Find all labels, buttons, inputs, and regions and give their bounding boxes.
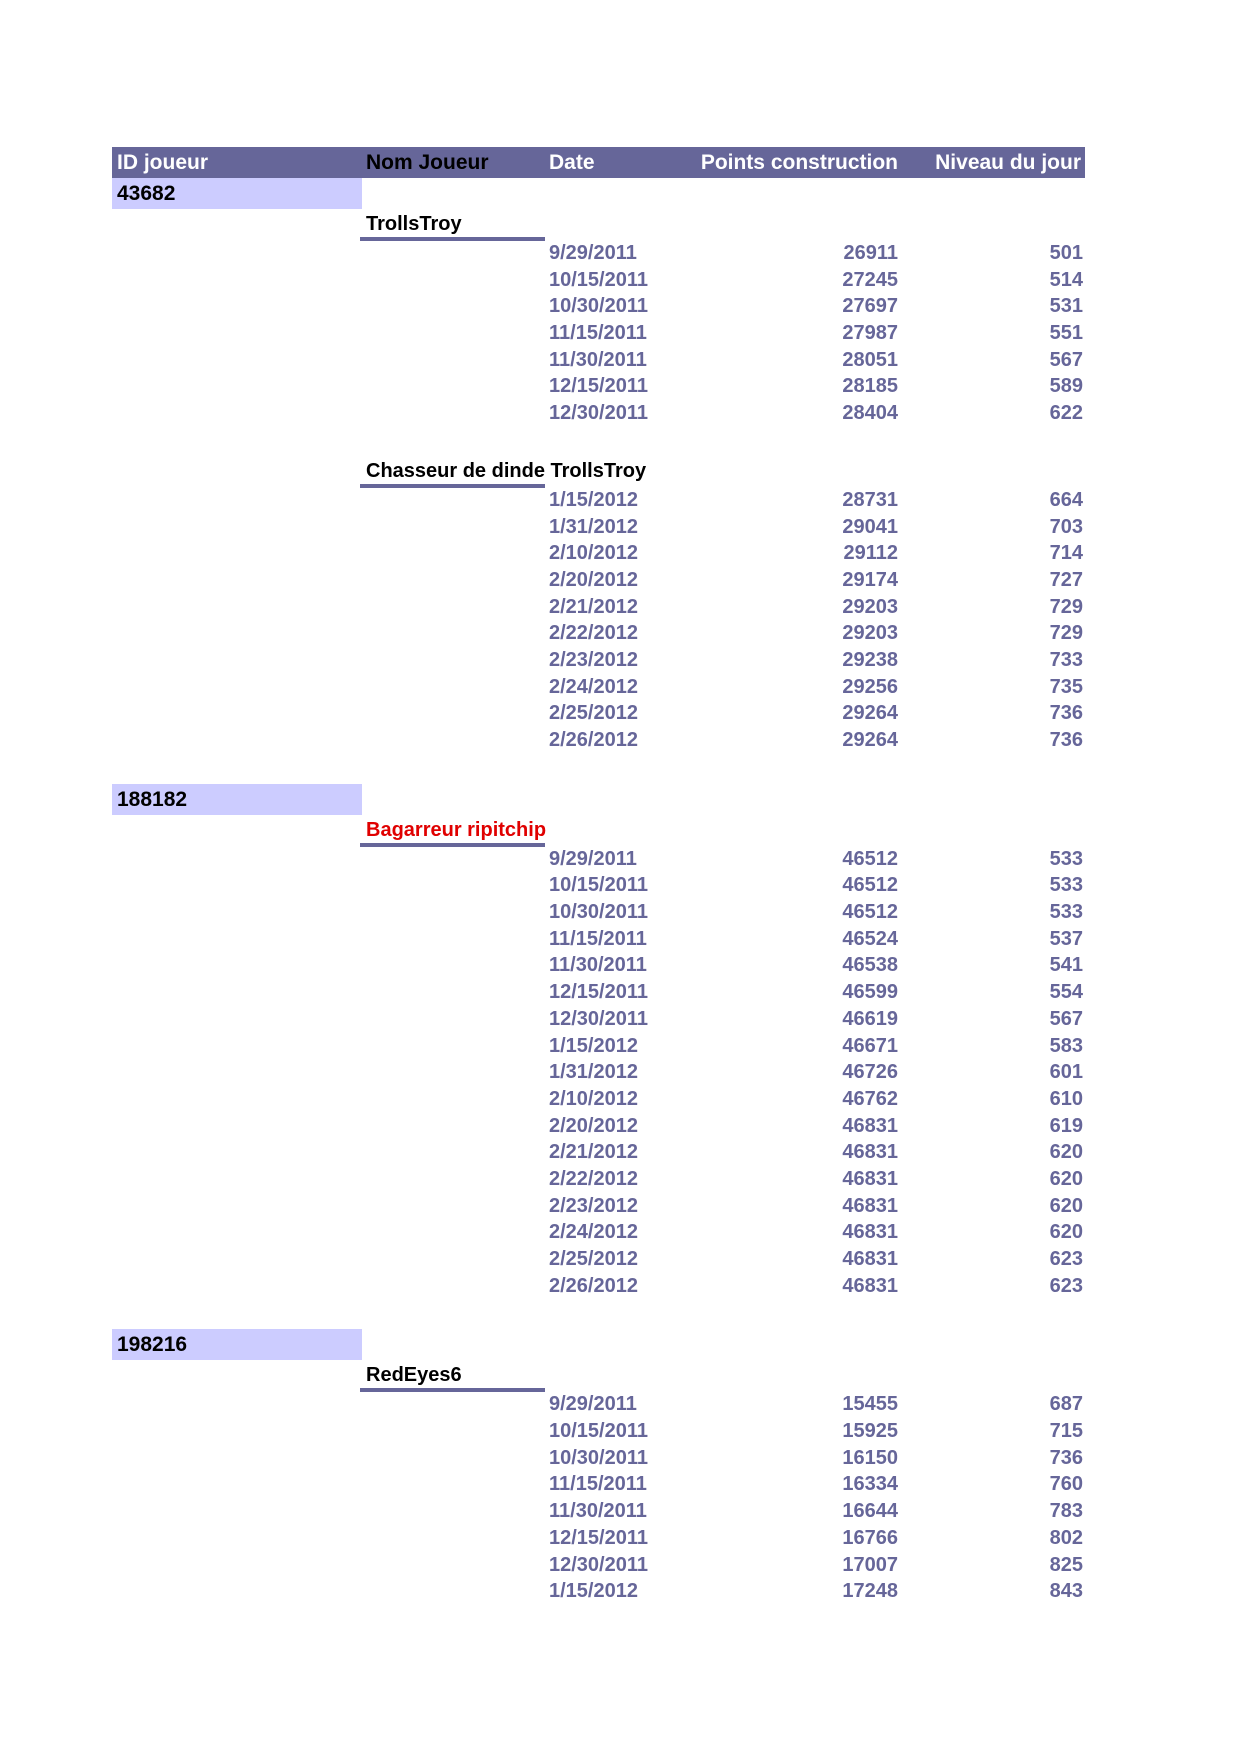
date-cell: 11/30/2011 — [549, 348, 647, 371]
player-spacer — [0, 428, 1241, 456]
date-cell: 2/26/2012 — [549, 1274, 638, 1297]
data-row — [0, 321, 1241, 348]
data-row — [0, 847, 1241, 874]
points-construction-cell: 29256 — [842, 675, 898, 698]
points-construction-cell: 46831 — [842, 1274, 898, 1297]
data-row — [0, 1472, 1241, 1499]
data-row — [0, 927, 1241, 954]
date-cell: 9/29/2011 — [549, 1393, 637, 1416]
points-construction-cell: 27987 — [842, 322, 898, 345]
date-cell: 11/15/2011 — [549, 322, 647, 345]
niveau-du-jour-cell: 620 — [1049, 1167, 1083, 1190]
niveau-du-jour-cell: 620 — [1049, 1141, 1083, 1164]
data-row — [0, 1274, 1241, 1301]
data-row — [0, 953, 1241, 980]
player-name: TrollsTroy — [366, 213, 462, 235]
points-construction-cell: 29238 — [842, 648, 898, 671]
data-row — [0, 1579, 1241, 1606]
niveau-du-jour-cell: 736 — [1049, 702, 1083, 725]
data-row — [0, 541, 1241, 568]
niveau-du-jour-cell: 589 — [1049, 375, 1083, 398]
niveau-du-jour-cell: 736 — [1049, 1446, 1083, 1469]
data-row — [0, 621, 1241, 648]
player-name-row — [0, 456, 1241, 488]
date-cell: 9/29/2011 — [549, 847, 637, 870]
header-niveau-du-jour: Niveau du jour — [935, 151, 1081, 174]
points-construction-cell: 15455 — [842, 1393, 898, 1416]
niveau-du-jour-cell: 760 — [1049, 1473, 1083, 1496]
points-construction-cell: 16766 — [842, 1526, 898, 1549]
points-construction-cell: 46671 — [842, 1034, 898, 1057]
niveau-du-jour-cell: 619 — [1049, 1114, 1083, 1137]
data-row — [0, 515, 1241, 542]
date-cell: 10/15/2011 — [549, 874, 648, 897]
date-cell: 2/22/2012 — [549, 1167, 638, 1190]
points-construction-cell: 46726 — [842, 1061, 898, 1084]
points-construction-cell: 46512 — [842, 901, 898, 924]
data-row — [0, 268, 1241, 295]
player-name-group — [0, 1360, 1241, 1606]
niveau-du-jour-cell: 554 — [1049, 981, 1083, 1004]
date-cell: 2/20/2012 — [549, 1114, 638, 1137]
data-row — [0, 1247, 1241, 1274]
date-cell: 1/31/2012 — [549, 1061, 638, 1084]
date-cell: 11/30/2011 — [549, 1500, 647, 1523]
date-cell: 1/31/2012 — [549, 515, 638, 538]
date-cell: 12/15/2011 — [549, 981, 648, 1004]
player-name: Bagarreur ripitchip — [366, 818, 547, 841]
points-construction-cell: 46831 — [842, 1141, 898, 1164]
date-cell: 2/21/2012 — [549, 1141, 638, 1164]
niveau-du-jour-cell: 610 — [1049, 1087, 1083, 1110]
niveau-du-jour-cell: 783 — [1049, 1500, 1083, 1523]
niveau-du-jour-cell: 514 — [1049, 268, 1083, 291]
date-cell: 11/15/2011 — [549, 927, 647, 950]
niveau-du-jour-cell: 501 — [1049, 242, 1083, 264]
data-row — [0, 701, 1241, 728]
data-row — [0, 1220, 1241, 1247]
date-cell: 2/21/2012 — [549, 595, 638, 618]
data-row — [0, 1392, 1241, 1419]
niveau-du-jour-cell: 714 — [1049, 542, 1083, 565]
niveau-du-jour-cell: 729 — [1049, 595, 1083, 618]
date-cell: 2/25/2012 — [549, 1248, 638, 1270]
data-row — [0, 595, 1241, 622]
player-name-group — [0, 456, 1241, 755]
date-cell: 10/30/2011 — [549, 1446, 648, 1469]
niveau-du-jour-cell: 733 — [1049, 648, 1083, 671]
data-row — [0, 488, 1241, 515]
date-cell: 12/30/2011 — [549, 1553, 648, 1576]
points-construction-cell: 15925 — [842, 1420, 898, 1443]
points-construction-cell: 17248 — [842, 1580, 898, 1603]
points-construction-cell: 46599 — [842, 981, 898, 1004]
data-row — [0, 401, 1241, 428]
date-cell: 2/10/2012 — [549, 542, 638, 565]
data-row — [0, 1526, 1241, 1553]
points-construction-cell: 27245 — [842, 268, 898, 291]
niveau-du-jour-cell: 715 — [1049, 1420, 1083, 1443]
date-cell: 2/22/2012 — [549, 622, 638, 645]
points-construction-cell: 26911 — [843, 242, 898, 264]
points-construction-cell: 29041 — [842, 515, 898, 538]
niveau-du-jour-cell: 735 — [1049, 675, 1083, 698]
player-id-cell: 43682 — [112, 178, 362, 209]
niveau-du-jour-cell: 531 — [1049, 295, 1083, 318]
player-name-row — [0, 1360, 1241, 1392]
date-cell: 2/26/2012 — [549, 729, 638, 751]
player-id-group — [0, 178, 1241, 755]
player-id-row — [0, 784, 1241, 815]
player-id-group — [0, 1329, 1241, 1606]
niveau-du-jour-cell: 533 — [1049, 901, 1083, 924]
date-cell: 12/30/2011 — [549, 1007, 648, 1030]
player-id-row — [0, 178, 1241, 209]
data-row — [0, 1419, 1241, 1446]
points-construction-cell: 46831 — [842, 1114, 898, 1137]
niveau-du-jour-cell: 727 — [1049, 568, 1083, 591]
niveau-du-jour-cell: 843 — [1049, 1580, 1083, 1603]
points-construction-cell: 46831 — [842, 1248, 898, 1270]
date-cell: 2/24/2012 — [549, 675, 638, 698]
date-cell: 1/15/2012 — [549, 1580, 638, 1603]
data-row — [0, 980, 1241, 1007]
niveau-du-jour-cell: 537 — [1049, 927, 1083, 950]
niveau-du-jour-cell: 736 — [1049, 729, 1083, 751]
player-name-group — [0, 815, 1241, 1301]
niveau-du-jour-cell: 541 — [1049, 954, 1083, 977]
niveau-du-jour-cell: 551 — [1049, 322, 1083, 345]
points-construction-cell: 46831 — [842, 1167, 898, 1190]
date-cell: 2/23/2012 — [549, 1194, 638, 1217]
header-id-joueur: ID joueur — [117, 151, 209, 174]
date-cell: 12/15/2011 — [549, 1526, 648, 1549]
niveau-du-jour-cell: 601 — [1049, 1061, 1083, 1084]
header-points-construction: Points construction — [700, 151, 898, 174]
group-spacer — [0, 1300, 1241, 1329]
date-cell: 10/30/2011 — [549, 295, 648, 318]
data-row — [0, 648, 1241, 675]
points-construction-cell: 46524 — [842, 927, 898, 950]
data-row — [0, 1553, 1241, 1580]
data-row — [0, 241, 1241, 268]
player-name-row — [0, 815, 1241, 847]
player-name: Chasseur de dinde TrollsTroy — [366, 459, 647, 482]
points-construction-cell: 17007 — [842, 1553, 898, 1576]
niveau-du-jour-cell: 583 — [1049, 1034, 1083, 1057]
data-row — [0, 1499, 1241, 1526]
date-cell: 10/15/2011 — [549, 1420, 648, 1443]
niveau-du-jour-cell: 567 — [1049, 1007, 1083, 1030]
points-construction-cell: 27697 — [842, 295, 898, 318]
points-construction-cell: 16644 — [842, 1500, 898, 1523]
date-cell: 10/15/2011 — [549, 268, 648, 291]
date-cell: 2/24/2012 — [549, 1221, 638, 1244]
data-row — [0, 1167, 1241, 1194]
date-cell: 12/30/2011 — [549, 402, 648, 425]
niveau-du-jour-cell: 567 — [1049, 348, 1083, 371]
niveau-du-jour-cell: 703 — [1049, 515, 1083, 538]
points-construction-cell: 29112 — [843, 542, 898, 565]
data-row — [0, 1114, 1241, 1141]
report-body — [0, 178, 1241, 1606]
data-row — [0, 1140, 1241, 1167]
points-construction-cell: 29264 — [842, 729, 898, 751]
player-name-row — [0, 209, 1241, 241]
niveau-du-jour-cell: 825 — [1049, 1553, 1083, 1576]
player-name-group — [0, 209, 1241, 428]
data-row — [0, 568, 1241, 595]
data-row — [0, 348, 1241, 375]
data-row — [0, 1194, 1241, 1221]
points-construction-cell: 29174 — [842, 568, 898, 591]
data-row — [0, 1007, 1241, 1034]
niveau-du-jour-cell: 664 — [1049, 488, 1083, 511]
group-spacer — [0, 755, 1241, 784]
date-cell: 2/10/2012 — [549, 1087, 638, 1110]
date-cell: 1/15/2012 — [549, 1034, 638, 1057]
data-row — [0, 675, 1241, 702]
niveau-du-jour-cell: 533 — [1049, 847, 1083, 870]
points-construction-cell: 46762 — [842, 1087, 898, 1110]
date-cell: 11/30/2011 — [549, 954, 647, 977]
points-construction-cell: 16334 — [842, 1473, 898, 1496]
points-construction-cell: 16150 — [842, 1446, 898, 1469]
data-row — [0, 900, 1241, 927]
points-construction-cell: 29264 — [842, 702, 898, 725]
date-cell: 11/15/2011 — [549, 1473, 647, 1496]
data-row — [0, 1060, 1241, 1087]
date-cell: 9/29/2011 — [549, 242, 637, 264]
date-cell: 2/23/2012 — [549, 648, 638, 671]
date-cell: 2/20/2012 — [549, 568, 638, 591]
data-row — [0, 873, 1241, 900]
column-header-bar — [112, 147, 1085, 178]
niveau-du-jour-cell: 623 — [1049, 1274, 1083, 1297]
points-construction-cell: 46512 — [842, 874, 898, 897]
player-name: RedEyes6 — [366, 1364, 462, 1387]
date-cell: 2/25/2012 — [549, 702, 638, 725]
points-construction-cell: 29203 — [842, 622, 898, 645]
points-construction-cell: 46831 — [842, 1221, 898, 1244]
points-construction-cell: 46512 — [842, 847, 898, 870]
niveau-du-jour-cell: 802 — [1049, 1526, 1083, 1549]
data-row — [0, 1446, 1241, 1473]
header-nom-joueur: Nom Joueur — [366, 151, 489, 174]
player-id-cell: 188182 — [112, 784, 362, 815]
points-construction-cell: 28731 — [842, 488, 898, 511]
points-construction-cell: 46619 — [842, 1007, 898, 1030]
data-row — [0, 294, 1241, 321]
niveau-du-jour-cell: 623 — [1049, 1248, 1083, 1270]
niveau-du-jour-cell: 620 — [1049, 1221, 1083, 1244]
date-cell: 12/15/2011 — [549, 375, 648, 398]
data-row — [0, 1034, 1241, 1061]
data-row — [0, 728, 1241, 755]
points-construction-cell: 28404 — [842, 402, 898, 425]
player-id-group — [0, 784, 1241, 1301]
data-row — [0, 374, 1241, 401]
data-row — [0, 1087, 1241, 1114]
points-construction-cell: 29203 — [842, 595, 898, 618]
niveau-du-jour-cell: 622 — [1049, 402, 1083, 425]
niveau-du-jour-cell: 620 — [1049, 1194, 1083, 1217]
points-construction-cell: 28051 — [842, 348, 898, 371]
player-id-row — [0, 1329, 1241, 1360]
points-construction-cell: 28185 — [842, 375, 898, 398]
points-construction-cell: 46831 — [842, 1194, 898, 1217]
date-cell: 1/15/2012 — [549, 488, 638, 511]
niveau-du-jour-cell: 533 — [1049, 874, 1083, 897]
niveau-du-jour-cell: 687 — [1049, 1393, 1083, 1416]
date-cell: 10/30/2011 — [549, 901, 648, 924]
header-date: Date — [549, 151, 595, 174]
points-construction-cell: 46538 — [842, 954, 898, 977]
niveau-du-jour-cell: 729 — [1049, 622, 1083, 645]
player-id-cell: 198216 — [112, 1329, 362, 1360]
